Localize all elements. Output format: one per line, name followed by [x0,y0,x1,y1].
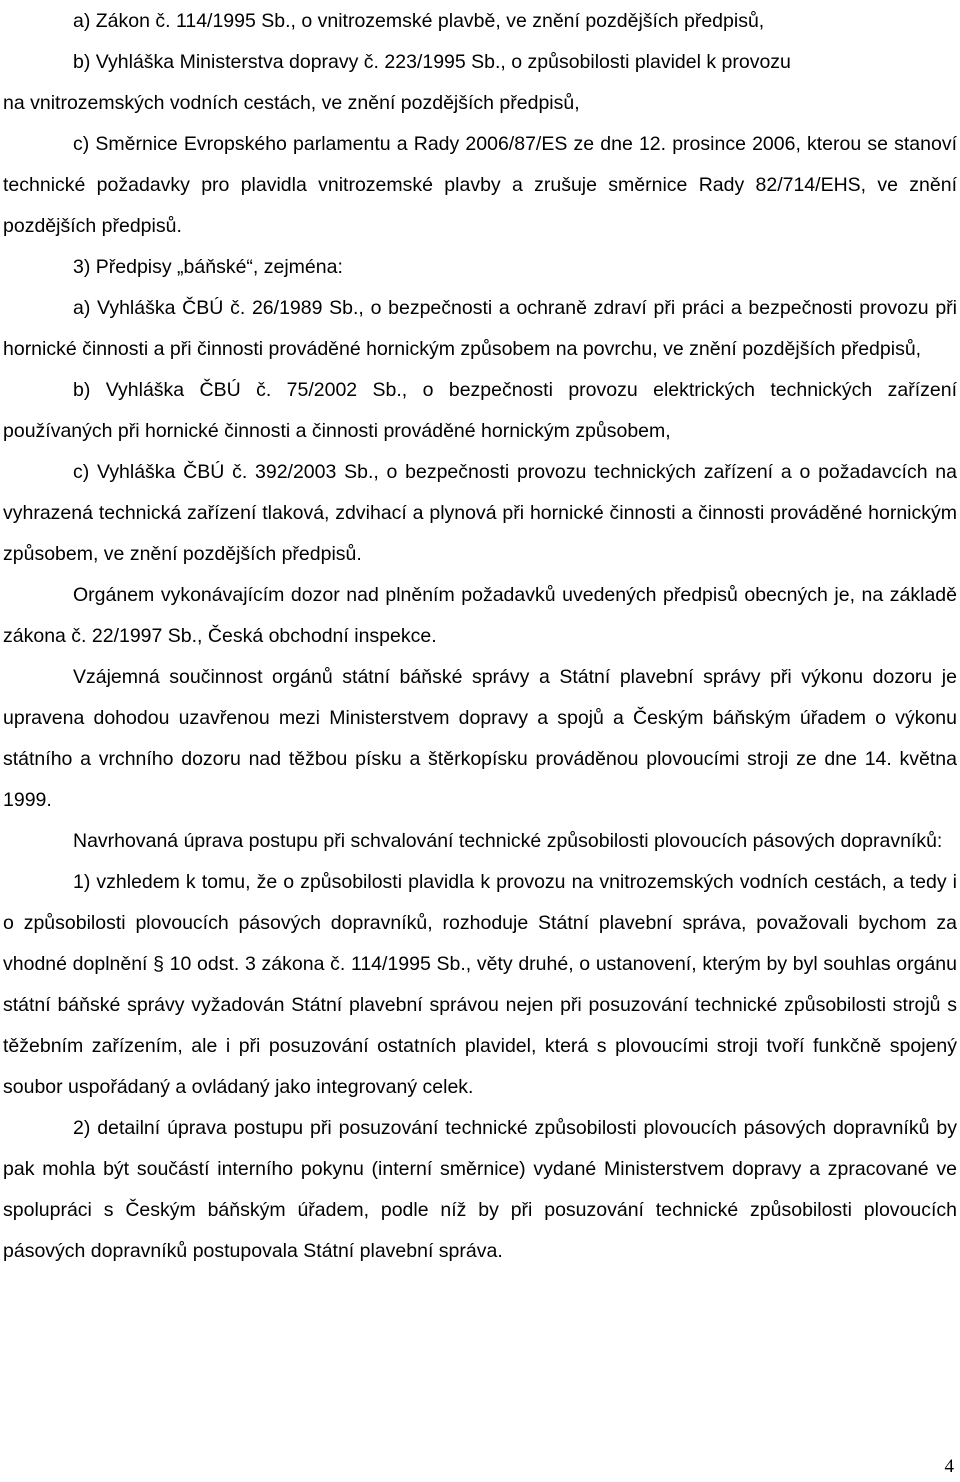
list-item-law-114-1995: a) Zákon č. 114/1995 Sb., o vnitrozemské plavbě, ve znění pozdějších předpisů, [73,10,765,32]
list-item-proposal-1: 1) vzhledem k tomu, že o způsobilosti plavidla k provozu na vnitrozemských vodních cestách, a tedy i o způsobilosti plovoucích pásových dopravníků, rozhoduje Státní plavební správa, považovali bychom za vhodné doplnění § 10 odst. 3 zákona č. 114/1995 Sb., věty druhé, o ustanovení, kterým by byl souhlas orgánu státní báňské správy vyžadován Státní plavební správou nejen při posuzování technické způsobilosti strojů s těžebním zařízením, ale i při posuzování ostatních plavidel, která s plovoucími stroji tvoří funkčně spojený soubor uspořádaný a ovládaný jako integrovaný celek. [3,871,957,1098]
section-heading-mining-regulations: 3) Předpisy „báňské“, zejména: [73,256,343,278]
list-item-decree-392-2003: c) Vyhláška ČBÚ č. 392/2003 Sb., o bezpečnosti provozu technických zařízení a o požadavcích na vyhrazená technická zařízení tlaková, zdvihací a plynová při hornické činnosti a činnosti prováděné hornickým způsobem, ve znění pozdějších předpisů. [3,461,957,565]
list-item-decree-223-1995-continued: na vnitrozemských vodních cestách, ve znění pozdějších předpisů, [3,92,580,114]
document-page [3,0,957,1272]
list-item-proposal-2: 2) detailní úprava postupu při posuzování technické způsobilosti plovoucích pásových dopravníků by pak mohla být součástí interního pokynu (interní směrnice) vydané Ministerstvem dopravy a zpracované ve spolupráci s Českým báňským úřadem, podle níž by při posuzování technické způsobilosti plovoucích pásových dopravníků postupovala Státní plavební správa. [3,1117,957,1262]
paragraph-proposed-procedure: Navrhovaná úprava postupu při schvalování technické způsobilosti plovoucích pásových dopravníků: [73,830,943,852]
list-item-decree-75-2002: b) Vyhláška ČBÚ č. 75/2002 Sb., o bezpečnosti provozu elektrických technických zařízení používaných při hornické činnosti a činnosti prováděné hornickým způsobem, [3,379,957,442]
list-item-directive-2006-87-es: c) Směrnice Evropského parlamentu a Rady 2006/87/ES ze dne 12. prosince 2006, kterou se stanoví technické požadavky pro plavidla vnitrozemské plavby a zrušuje směrnice Rady 82/714/EHS, ve znění pozdějších předpisů. [3,133,957,237]
list-item-decree-223-1995: b) Vyhláška Ministerstva dopravy č. 223/1995 Sb., o způsobilosti plavidel k provozu [73,51,791,73]
paragraph-cooperation-agreement: Vzájemná součinnost orgánů státní báňské správy a Státní plavební správy při výkonu dozoru je upravena dohodou uzavřenou mezi Ministerstvem dopravy a spojů a Českým báňským úřadem o výkonu státního a vrchního dozoru nad těžbou písku a štěrkopísku prováděnou plovoucími stroji ze dne 14. května 1999. [3,666,957,811]
paragraph-supervisory-body: Orgánem vykonávajícím dozor nad plněním požadavků uvedených předpisů obecných je, na základě zákona č. 22/1997 Sb., Česká obchodní inspekce. [3,584,957,647]
list-item-decree-26-1989: a) Vyhláška ČBÚ č. 26/1989 Sb., o bezpečnosti a ochraně zdraví při práci a bezpečnosti provozu při hornické činnosti a při činnosti prováděné hornickým způsobem na povrchu, ve znění pozdějších předpisů, [3,297,957,360]
page-number: 4 [944,1456,954,1477]
